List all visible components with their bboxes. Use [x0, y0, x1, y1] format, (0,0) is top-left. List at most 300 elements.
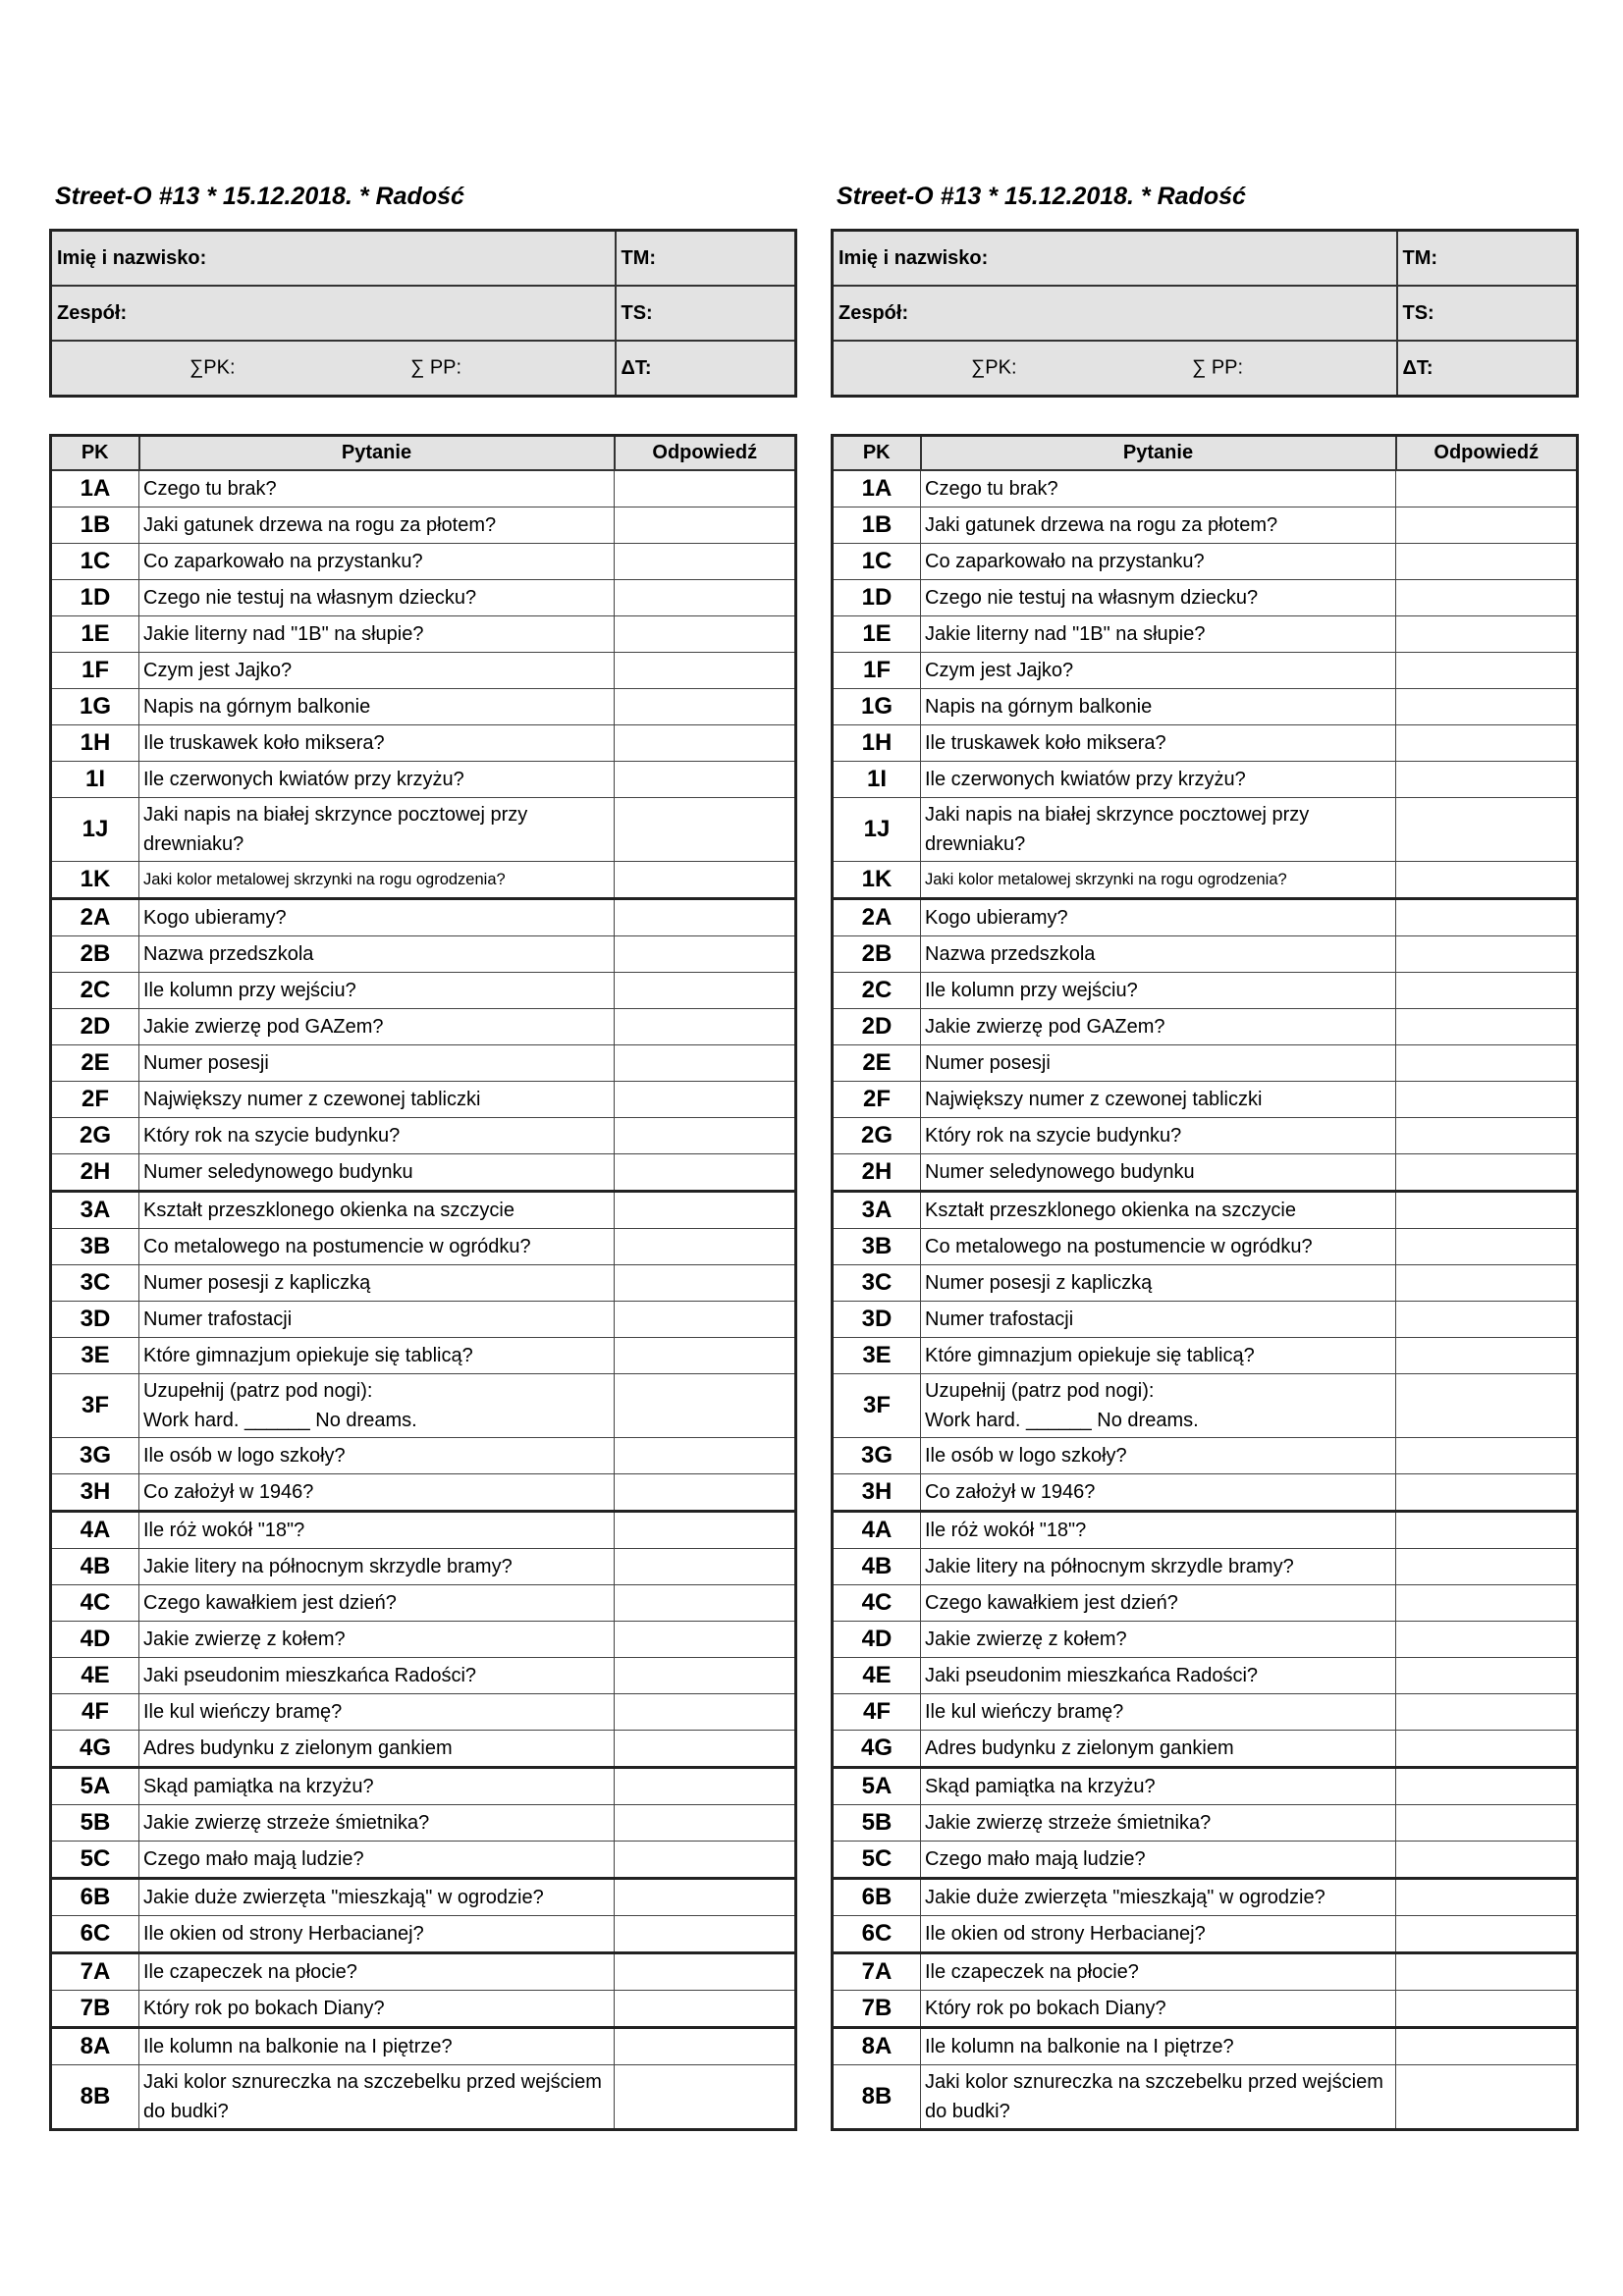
table-row — [51, 1731, 796, 1768]
table-row — [833, 2028, 1578, 2065]
checkpoint-code: 3G — [51, 1438, 139, 1474]
answer-field[interactable] — [615, 862, 796, 899]
answer-field[interactable] — [1396, 653, 1578, 689]
answer-field[interactable] — [1396, 689, 1578, 725]
checkpoint-code: 1J — [51, 798, 139, 862]
question-text: Czego mało mają ludzie? — [139, 1842, 615, 1879]
checkpoint-code: 3F — [833, 1374, 921, 1438]
ts-label: TS: — [1402, 301, 1434, 324]
table-row — [833, 1009, 1578, 1045]
answer-field[interactable] — [615, 1229, 796, 1265]
answer-field[interactable] — [1396, 762, 1578, 798]
answer-field[interactable] — [615, 1338, 796, 1374]
answer-field[interactable] — [615, 1512, 796, 1549]
checkpoint-code: 2H — [833, 1154, 921, 1192]
table-row — [833, 1082, 1578, 1118]
answer-field[interactable] — [1396, 1082, 1578, 1118]
checkpoint-code: 1E — [51, 616, 139, 653]
table-row — [833, 1229, 1578, 1265]
question-text: Napis na górnym balkonie — [921, 689, 1396, 725]
question-text: Jakie litery na północnym skrzydle bramy? — [139, 1549, 615, 1585]
answer-field[interactable] — [1396, 1512, 1578, 1549]
answer-field[interactable] — [1396, 1265, 1578, 1302]
table-row — [51, 899, 796, 936]
questions-table — [49, 434, 797, 2131]
question-text: Który rok po bokach Diany? — [139, 1991, 615, 2028]
question-text: Czego tu brak? — [921, 470, 1396, 507]
checkpoint-code: 2E — [833, 1045, 921, 1082]
dt-label: ΔT: — [1402, 356, 1434, 379]
answer-field[interactable] — [1396, 1805, 1578, 1842]
answer-field[interactable] — [1396, 899, 1578, 936]
checkpoint-code: 2A — [833, 899, 921, 936]
question-text: Ile kul wieńczy bramę? — [139, 1694, 615, 1731]
question-text: Ile kolumn przy wejściu? — [139, 973, 615, 1009]
question-text: Ile truskawek koło miksera? — [139, 725, 615, 762]
answer-field[interactable] — [615, 1474, 796, 1512]
table-row — [833, 689, 1578, 725]
table-row — [51, 1991, 796, 2028]
table-row — [833, 1879, 1578, 1916]
answer-field[interactable] — [615, 973, 796, 1009]
table-row — [51, 762, 796, 798]
answer-field[interactable] — [1396, 1474, 1578, 1512]
table-row — [51, 507, 796, 544]
table-row — [833, 1338, 1578, 1374]
question-text: Kogo ubieramy? — [921, 899, 1396, 936]
question-text: Nazwa przedszkola — [921, 936, 1396, 973]
question-text: Ile kul wieńczy bramę? — [921, 1694, 1396, 1731]
checkpoint-code: 1J — [833, 798, 921, 862]
answer-field[interactable] — [615, 580, 796, 616]
questions-table — [831, 434, 1579, 2131]
checkpoint-code: 1B — [833, 507, 921, 544]
table-row — [51, 1302, 796, 1338]
answer-field[interactable] — [1396, 1338, 1578, 1374]
question-text: Jakie duże zwierzęta "mieszkają" w ogrodzie? — [139, 1879, 615, 1916]
question-text: Który rok po bokach Diany? — [921, 1991, 1396, 2028]
column-header-pk: PK — [833, 436, 921, 471]
checkpoint-code: 1A — [833, 470, 921, 507]
tm-field[interactable] — [1397, 231, 1578, 287]
answer-field[interactable] — [615, 1953, 796, 1991]
answer-field[interactable] — [1396, 1658, 1578, 1694]
team-field[interactable] — [833, 286, 1397, 341]
answer-field[interactable] — [1396, 544, 1578, 580]
checkpoint-code: 5B — [833, 1805, 921, 1842]
question-text: Największy numer z czewonej tabliczki — [139, 1082, 615, 1118]
ts-label: TS: — [621, 301, 653, 324]
question-text: Czego tu brak? — [139, 470, 615, 507]
answer-field[interactable] — [615, 762, 796, 798]
sum-pk-label: ∑PK: — [971, 356, 1017, 379]
checkpoint-code: 3D — [51, 1302, 139, 1338]
question-text: Numer trafostacji — [139, 1302, 615, 1338]
table-row — [833, 1265, 1578, 1302]
checkpoint-code: 8A — [833, 2028, 921, 2065]
sums-field[interactable] — [833, 341, 1397, 397]
question-text: Ile okien od strony Herbacianej? — [921, 1916, 1396, 1953]
question-text: Który rok na szycie budynku? — [921, 1118, 1396, 1154]
question-text: Kształt przeszklonego okienka na szczycie — [139, 1192, 615, 1229]
question-text: Skąd pamiątka na krzyżu? — [921, 1768, 1396, 1805]
question-text: Ile kolumn na balkonie na I piętrze? — [139, 2028, 615, 2065]
answer-field[interactable] — [615, 2065, 796, 2130]
question-line: Work hard. ______ No dreams. — [925, 1410, 1199, 1431]
answer-field[interactable] — [615, 1658, 796, 1694]
answer-field[interactable] — [615, 1549, 796, 1585]
checkpoint-code: 6C — [51, 1916, 139, 1953]
answer-field[interactable] — [615, 1265, 796, 1302]
question-text: Ile osób w logo szkoły? — [139, 1438, 615, 1474]
answer-field[interactable] — [1396, 1953, 1578, 1991]
question-text: Czym jest Jajko? — [921, 653, 1396, 689]
checkpoint-code: 3E — [833, 1338, 921, 1374]
sum-pk-label: ∑PK: — [189, 356, 236, 379]
question-text: Ile czerwonych kwiatów przy krzyżu? — [921, 762, 1396, 798]
sums-field[interactable] — [51, 341, 616, 397]
table-row — [51, 1879, 796, 1916]
checkpoint-code: 4E — [833, 1658, 921, 1694]
checkpoint-code: 1G — [833, 689, 921, 725]
answer-field[interactable] — [1396, 470, 1578, 507]
question-text — [921, 1374, 1396, 1438]
table-row — [51, 2065, 796, 2130]
question-text: Ile kolumn przy wejściu? — [921, 973, 1396, 1009]
answer-field[interactable] — [1396, 1694, 1578, 1731]
answer-field[interactable] — [1396, 1879, 1578, 1916]
table-row — [833, 899, 1578, 936]
checkpoint-code: 3A — [51, 1192, 139, 1229]
question-text: Jakie zwierzę pod GAZem? — [139, 1009, 615, 1045]
table-row — [51, 1585, 796, 1622]
table-row — [833, 1512, 1578, 1549]
answer-field[interactable] — [615, 689, 796, 725]
answer-field[interactable] — [1396, 1549, 1578, 1585]
question-text: Ile okien od strony Herbacianej? — [139, 1916, 615, 1953]
answer-field[interactable] — [1396, 1585, 1578, 1622]
question-text: Jakie litery na północnym skrzydle bramy? — [921, 1549, 1396, 1585]
participant-header-table — [49, 229, 797, 398]
name-label: Imię i nazwisko: — [57, 246, 207, 269]
checkpoint-code: 2H — [51, 1154, 139, 1192]
answer-field[interactable] — [1396, 862, 1578, 899]
answer-field[interactable] — [615, 1302, 796, 1338]
column-header-answer: Odpowiedź — [615, 436, 796, 471]
answer-field[interactable] — [1396, 507, 1578, 544]
question-text: Ile róż wokół "18"? — [139, 1512, 615, 1549]
checkpoint-code: 2B — [833, 936, 921, 973]
answer-field[interactable] — [1396, 2065, 1578, 2130]
table-row — [833, 1916, 1578, 1953]
table-row — [833, 1474, 1578, 1512]
checkpoint-code: 3H — [51, 1474, 139, 1512]
checkpoint-code: 4C — [833, 1585, 921, 1622]
question-text: Co zaparkowało na przystanku? — [921, 544, 1396, 580]
question-text: Ile kolumn na balkonie na I piętrze? — [921, 2028, 1396, 2065]
question-text: Numer seledynowego budynku — [921, 1154, 1396, 1192]
answer-field[interactable] — [1396, 1916, 1578, 1953]
checkpoint-code: 5C — [833, 1842, 921, 1879]
question-text: Numer posesji z kapliczką — [139, 1265, 615, 1302]
answer-field[interactable] — [1396, 1438, 1578, 1474]
checkpoint-code: 3C — [51, 1265, 139, 1302]
answer-field[interactable] — [615, 1622, 796, 1658]
answer-field[interactable] — [615, 1842, 796, 1879]
question-text: Największy numer z czewonej tabliczki — [921, 1082, 1396, 1118]
answer-field[interactable] — [615, 653, 796, 689]
question-text: Co metalowego na postumencie w ogródku? — [921, 1229, 1396, 1265]
table-row — [51, 580, 796, 616]
checkpoint-code: 1H — [51, 725, 139, 762]
table-row — [51, 1474, 796, 1512]
question-text: Adres budynku z zielonym gankiem — [921, 1731, 1396, 1768]
question-text: Jaki kolor sznureczka na szczebelku przed wejściem do budki? — [139, 2065, 615, 2130]
answer-field[interactable] — [615, 936, 796, 973]
table-row — [51, 2028, 796, 2065]
column-header-answer: Odpowiedź — [1396, 436, 1578, 471]
table-row — [833, 544, 1578, 580]
sum-pp-label: ∑ PP: — [410, 356, 462, 379]
question-text: Ile osób w logo szkoły? — [921, 1438, 1396, 1474]
answer-field[interactable] — [615, 1805, 796, 1842]
tm-label: TM: — [621, 246, 657, 269]
checkpoint-code: 4F — [833, 1694, 921, 1731]
answer-field[interactable] — [615, 1916, 796, 1953]
checkpoint-code: 1G — [51, 689, 139, 725]
sum-pp-label: ∑ PP: — [1192, 356, 1244, 379]
table-row — [833, 1953, 1578, 1991]
question-text: Jaki kolor metalowej skrzynki na rogu ogrodzenia? — [139, 862, 615, 899]
table-row — [51, 862, 796, 899]
team-label: Zespół: — [57, 301, 128, 324]
table-row — [833, 1658, 1578, 1694]
table-row — [833, 798, 1578, 862]
answer-field[interactable] — [615, 1585, 796, 1622]
table-row — [833, 616, 1578, 653]
name-field[interactable] — [833, 231, 1397, 287]
checkpoint-code: 7B — [833, 1991, 921, 2028]
table-row — [833, 1842, 1578, 1879]
question-text: Jaki gatunek drzewa na rogu za płotem? — [921, 507, 1396, 544]
question-text: Jaki napis na białej skrzynce pocztowej przy drewniaku? — [921, 798, 1396, 862]
question-text: Jakie literny nad "1B" na słupie? — [139, 616, 615, 653]
table-row — [833, 1805, 1578, 1842]
answer-field[interactable] — [1396, 798, 1578, 862]
table-row — [51, 1154, 796, 1192]
answer-field[interactable] — [1396, 1374, 1578, 1438]
question-text: Numer posesji z kapliczką — [921, 1265, 1396, 1302]
checkpoint-code: 1C — [51, 544, 139, 580]
answer-field[interactable] — [1396, 1009, 1578, 1045]
table-row — [833, 1045, 1578, 1082]
tm-label: TM: — [1402, 246, 1438, 269]
answer-field[interactable] — [615, 798, 796, 862]
checkpoint-code: 8B — [833, 2065, 921, 2130]
checkpoint-code: 2A — [51, 899, 139, 936]
table-row — [51, 1009, 796, 1045]
table-row — [833, 1192, 1578, 1229]
answer-field[interactable] — [1396, 2028, 1578, 2065]
ts-field[interactable] — [616, 286, 796, 341]
name-field[interactable] — [51, 231, 616, 287]
checkpoint-code: 3C — [833, 1265, 921, 1302]
table-row — [51, 1082, 796, 1118]
checkpoint-code: 1H — [833, 725, 921, 762]
checkpoint-code: 8A — [51, 2028, 139, 2065]
table-row — [51, 1374, 796, 1438]
question-text: Jakie duże zwierzęta "mieszkają" w ogrodzie? — [921, 1879, 1396, 1916]
answer-field[interactable] — [1396, 1118, 1578, 1154]
checkpoint-code: 8B — [51, 2065, 139, 2130]
checkpoint-code: 1D — [51, 580, 139, 616]
table-row — [833, 580, 1578, 616]
question-text: Który rok na szycie budynku? — [139, 1118, 615, 1154]
question-text: Co zaparkowało na przystanku? — [139, 544, 615, 580]
question-text: Ile czapeczek na płocie? — [139, 1953, 615, 1991]
column-header-pk: PK — [51, 436, 139, 471]
answer-field[interactable] — [1396, 936, 1578, 973]
table-row — [833, 2065, 1578, 2130]
tm-field[interactable] — [616, 231, 796, 287]
table-row — [51, 936, 796, 973]
dt-field[interactable] — [1397, 341, 1578, 397]
dt-field[interactable] — [616, 341, 796, 397]
checkpoint-code: 2G — [51, 1118, 139, 1154]
question-line: Uzupełnij (patrz pod nogi): — [925, 1380, 1155, 1402]
answer-field[interactable] — [1396, 1302, 1578, 1338]
checkpoint-code: 4A — [51, 1512, 139, 1549]
answer-field[interactable] — [615, 1374, 796, 1438]
table-row — [833, 1438, 1578, 1474]
checkpoint-code: 7A — [51, 1953, 139, 1991]
answer-field[interactable] — [615, 1154, 796, 1192]
table-row — [51, 973, 796, 1009]
checkpoint-code: 3B — [51, 1229, 139, 1265]
answer-field[interactable] — [1396, 725, 1578, 762]
checkpoint-code: 1E — [833, 616, 921, 653]
sheet-title: Street-O #13 * 15.12.2018. * Radość — [55, 183, 464, 210]
answer-field[interactable] — [615, 1192, 796, 1229]
checkpoint-code: 3E — [51, 1338, 139, 1374]
checkpoint-code: 3F — [51, 1374, 139, 1438]
answer-field[interactable] — [615, 1438, 796, 1474]
question-text: Ile truskawek koło miksera? — [921, 725, 1396, 762]
answer-field[interactable] — [615, 1045, 796, 1082]
answer-field[interactable] — [615, 1118, 796, 1154]
answer-field[interactable] — [1396, 1768, 1578, 1805]
checkpoint-code: 5A — [51, 1768, 139, 1805]
table-row — [51, 1192, 796, 1229]
question-line: Work hard. ______ No dreams. — [143, 1410, 417, 1431]
checkpoint-code: 6B — [833, 1879, 921, 1916]
question-text: Jakie zwierzę strzeże śmietnika? — [139, 1805, 615, 1842]
answer-field[interactable] — [1396, 1229, 1578, 1265]
participant-header-table — [831, 229, 1579, 398]
table-row — [833, 1991, 1578, 2028]
answer-field[interactable] — [615, 1731, 796, 1768]
table-row — [51, 1916, 796, 1953]
checkpoint-code: 3D — [833, 1302, 921, 1338]
question-text: Nazwa przedszkola — [139, 936, 615, 973]
answer-field[interactable] — [615, 1082, 796, 1118]
table-row — [51, 1805, 796, 1842]
answer-field[interactable] — [1396, 1622, 1578, 1658]
checkpoint-code: 4E — [51, 1658, 139, 1694]
answer-field[interactable] — [615, 1009, 796, 1045]
checkpoint-code: 2G — [833, 1118, 921, 1154]
checkpoint-code: 6C — [833, 1916, 921, 1953]
table-row — [833, 1585, 1578, 1622]
checkpoint-code: 3G — [833, 1438, 921, 1474]
table-row — [51, 1694, 796, 1731]
answer-field[interactable] — [615, 507, 796, 544]
answer-field[interactable] — [615, 725, 796, 762]
table-row — [51, 470, 796, 507]
column-header-question: Pytanie — [139, 436, 615, 471]
answer-field[interactable] — [1396, 616, 1578, 653]
answer-field[interactable] — [1396, 1192, 1578, 1229]
checkpoint-code: 5A — [833, 1768, 921, 1805]
name-label: Imię i nazwisko: — [839, 246, 989, 269]
table-row — [833, 1694, 1578, 1731]
answer-field[interactable] — [615, 1694, 796, 1731]
answer-field[interactable] — [1396, 580, 1578, 616]
answer-field[interactable] — [1396, 1045, 1578, 1082]
dt-label: ΔT: — [621, 356, 652, 379]
table-row — [51, 616, 796, 653]
answer-field[interactable] — [1396, 1154, 1578, 1192]
answer-field[interactable] — [1396, 1991, 1578, 2028]
question-text: Numer seledynowego budynku — [139, 1154, 615, 1192]
answer-field[interactable] — [615, 544, 796, 580]
question-text — [139, 1374, 615, 1438]
checkpoint-code: 4G — [51, 1731, 139, 1768]
checkpoint-code: 1F — [51, 653, 139, 689]
question-text: Jaki gatunek drzewa na rogu za płotem? — [139, 507, 615, 544]
answer-field[interactable] — [615, 899, 796, 936]
checkpoint-code: 1F — [833, 653, 921, 689]
checkpoint-code: 4B — [833, 1549, 921, 1585]
team-label: Zespół: — [839, 301, 909, 324]
answer-field[interactable] — [615, 1879, 796, 1916]
question-text: Jaki kolor sznureczka na szczebelku przed wejściem do budki? — [921, 2065, 1396, 2130]
checkpoint-code: 2E — [51, 1045, 139, 1082]
table-row — [833, 762, 1578, 798]
table-row — [51, 1438, 796, 1474]
answer-field[interactable] — [615, 2028, 796, 2065]
question-text: Numer posesji — [921, 1045, 1396, 1082]
table-row — [833, 507, 1578, 544]
checkpoint-code: 4C — [51, 1585, 139, 1622]
ts-field[interactable] — [1397, 286, 1578, 341]
answer-field[interactable] — [1396, 973, 1578, 1009]
question-line: Uzupełnij (patrz pod nogi): — [143, 1380, 373, 1402]
table-row — [51, 1768, 796, 1805]
question-text: Napis na górnym balkonie — [139, 689, 615, 725]
team-field[interactable] — [51, 286, 616, 341]
answer-field[interactable] — [615, 1768, 796, 1805]
question-text: Co założył w 1946? — [139, 1474, 615, 1512]
table-row — [51, 1658, 796, 1694]
checkpoint-code: 4B — [51, 1549, 139, 1585]
checkpoint-code: 1K — [833, 862, 921, 899]
answer-field[interactable] — [1396, 1731, 1578, 1768]
answer-field[interactable] — [615, 470, 796, 507]
answer-field[interactable] — [615, 1991, 796, 2028]
answer-field[interactable] — [1396, 1842, 1578, 1879]
answer-field[interactable] — [615, 616, 796, 653]
